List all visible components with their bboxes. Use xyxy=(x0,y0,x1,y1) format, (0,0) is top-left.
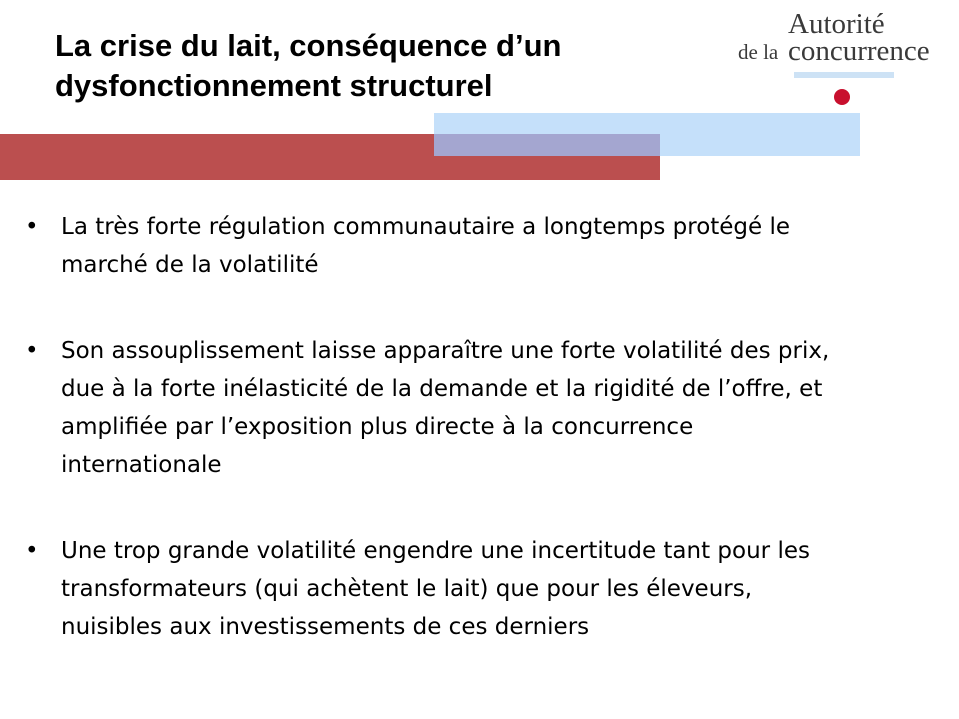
bullet-text-line: marché de la volatilité xyxy=(61,252,319,278)
bullet-text-line: amplifiée par l’exposition plus directe à la concurrence xyxy=(61,414,694,440)
logo-underline-bar xyxy=(794,72,894,78)
bullet-text-line: due à la forte inélasticité de la demande et la rigidité de l’offre, et xyxy=(61,376,823,402)
bullet-item xyxy=(25,532,925,646)
autorite-concurrence-logo xyxy=(700,6,955,116)
bullet-text-line: internationale xyxy=(61,452,222,478)
slide-title-line-1: La crise du lait, conséquence d’un xyxy=(55,28,562,63)
logo-text-concurrence: concurrence xyxy=(788,35,930,67)
slide-title-line-2: dysfonctionnement structurel xyxy=(55,68,493,103)
bullet-text-line: Son assouplissement laisse apparaître une forte volatilité des prix, xyxy=(61,338,830,364)
logo-text-autorite: Autorité xyxy=(788,8,885,40)
decorative-overlap-band xyxy=(434,134,660,156)
logo-red-dot-icon xyxy=(834,89,850,105)
bullet-text-line: transformateurs (qui achètent le lait) que pour les éleveurs, xyxy=(61,576,753,602)
bullet-text-line: nuisibles aux investissements de ces derniers xyxy=(61,614,590,640)
bullet-text-line: La très forte régulation communautaire a longtemps protégé le xyxy=(61,214,791,240)
bullet-list xyxy=(25,208,925,646)
logo-text-de-la: de la xyxy=(738,40,779,64)
bullet-item xyxy=(25,208,925,284)
slide-title xyxy=(55,26,695,106)
bullet-dot-icon: • xyxy=(25,214,39,240)
bullet-dot-icon: • xyxy=(25,538,39,564)
bullet-dot-icon: • xyxy=(25,338,39,364)
bullet-text-line: Une trop grande volatilité engendre une incertitude tant pour les xyxy=(61,538,810,564)
bullet-item xyxy=(25,332,925,484)
